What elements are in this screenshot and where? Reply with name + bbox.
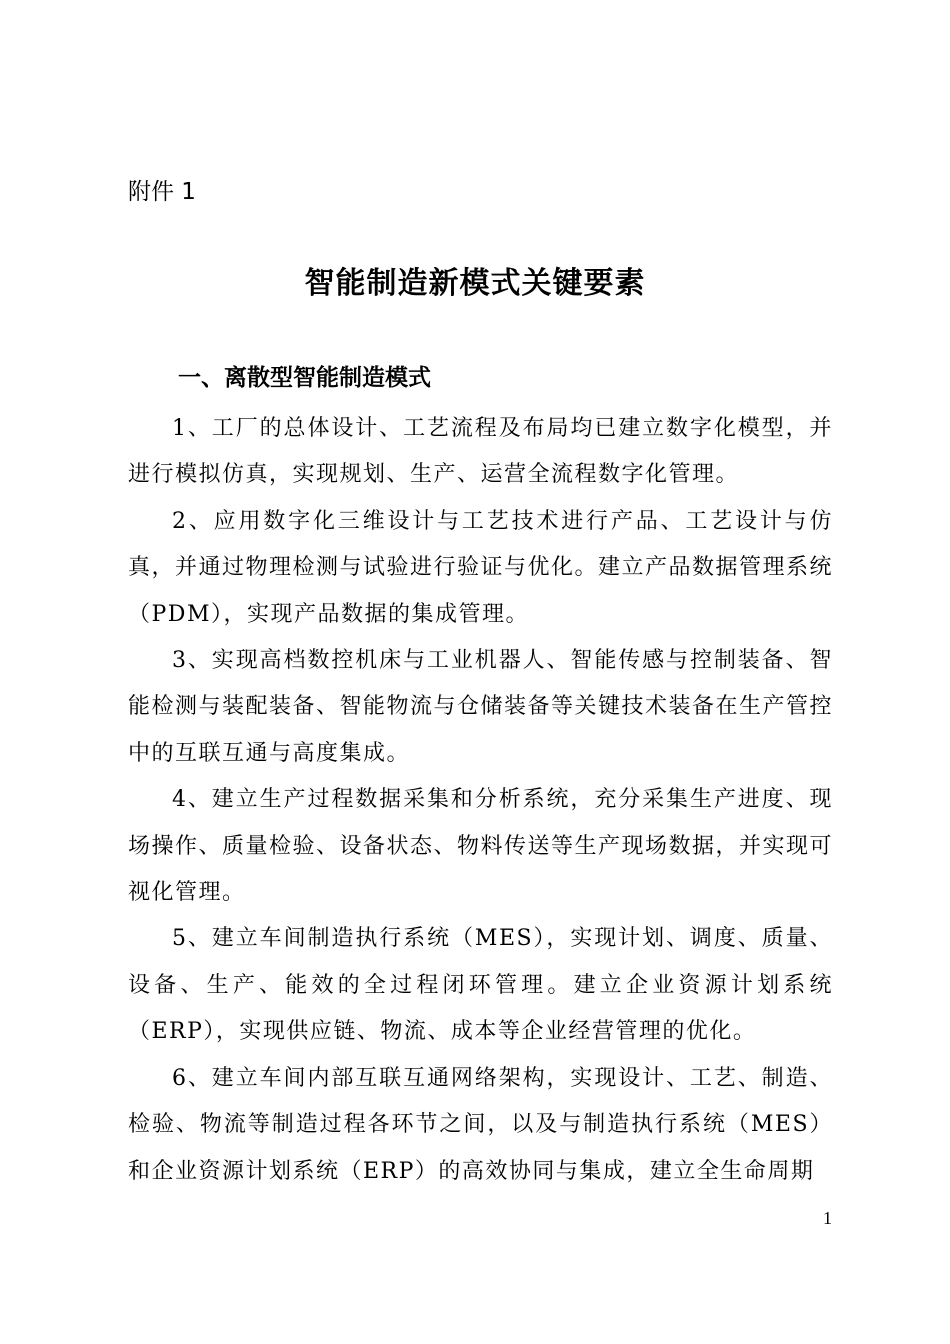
paragraph-3: 3、实现高档数控机床与工业机器人、智能传感与控制装备、智能检测与装配装备、智能物流与仓储装备等关键技术装备在生产管控中的互联互通与高度集成。 <box>128 648 834 766</box>
paragraph-2: 2、应用数字化三维设计与工艺技术进行产品、工艺设计与仿真，并通过物理检测与试验进行验证与优化。建立产品数据管理系统（PDM），实现产品数据的集成管理。 <box>128 508 834 627</box>
paragraph-6: 6、建立车间内部互联互通网络架构，实现设计、工艺、制造、检验、物流等制造过程各环节之间，以及与制造执行系统（MES）和企业资源计划系统（ERP）的高效协同与集成，建立全生命周期 <box>128 1065 833 1184</box>
paragraph-4: 4、建立生产过程数据采集和分析系统，充分采集生产进度、现场操作、质量检验、设备状态、物料传送等生产现场数据，并实现可视化管理。 <box>128 787 834 906</box>
attachment-label: 附件 1 <box>128 179 196 205</box>
section-heading: 一、离散型智能制造模式 <box>178 365 431 391</box>
paragraph-5: 5、建立车间制造执行系统（MES），实现计划、调度、质量、设备、生产、能效的全过程闭环管理。建立企业资源计划系统（ERP），实现供应链、物流、成本等企业经营管理的优化。 <box>128 926 833 1045</box>
paragraph-1: 1、工厂的总体设计、工艺流程及布局均已建立数字化模型，并进行模拟仿真，实现规划、生产、运营全流程数字化管理。 <box>128 416 833 488</box>
page-number: 1 <box>823 1208 832 1228</box>
document-title: 智能制造新模式关键要素 <box>304 266 646 301</box>
body-text <box>128 406 833 1195</box>
